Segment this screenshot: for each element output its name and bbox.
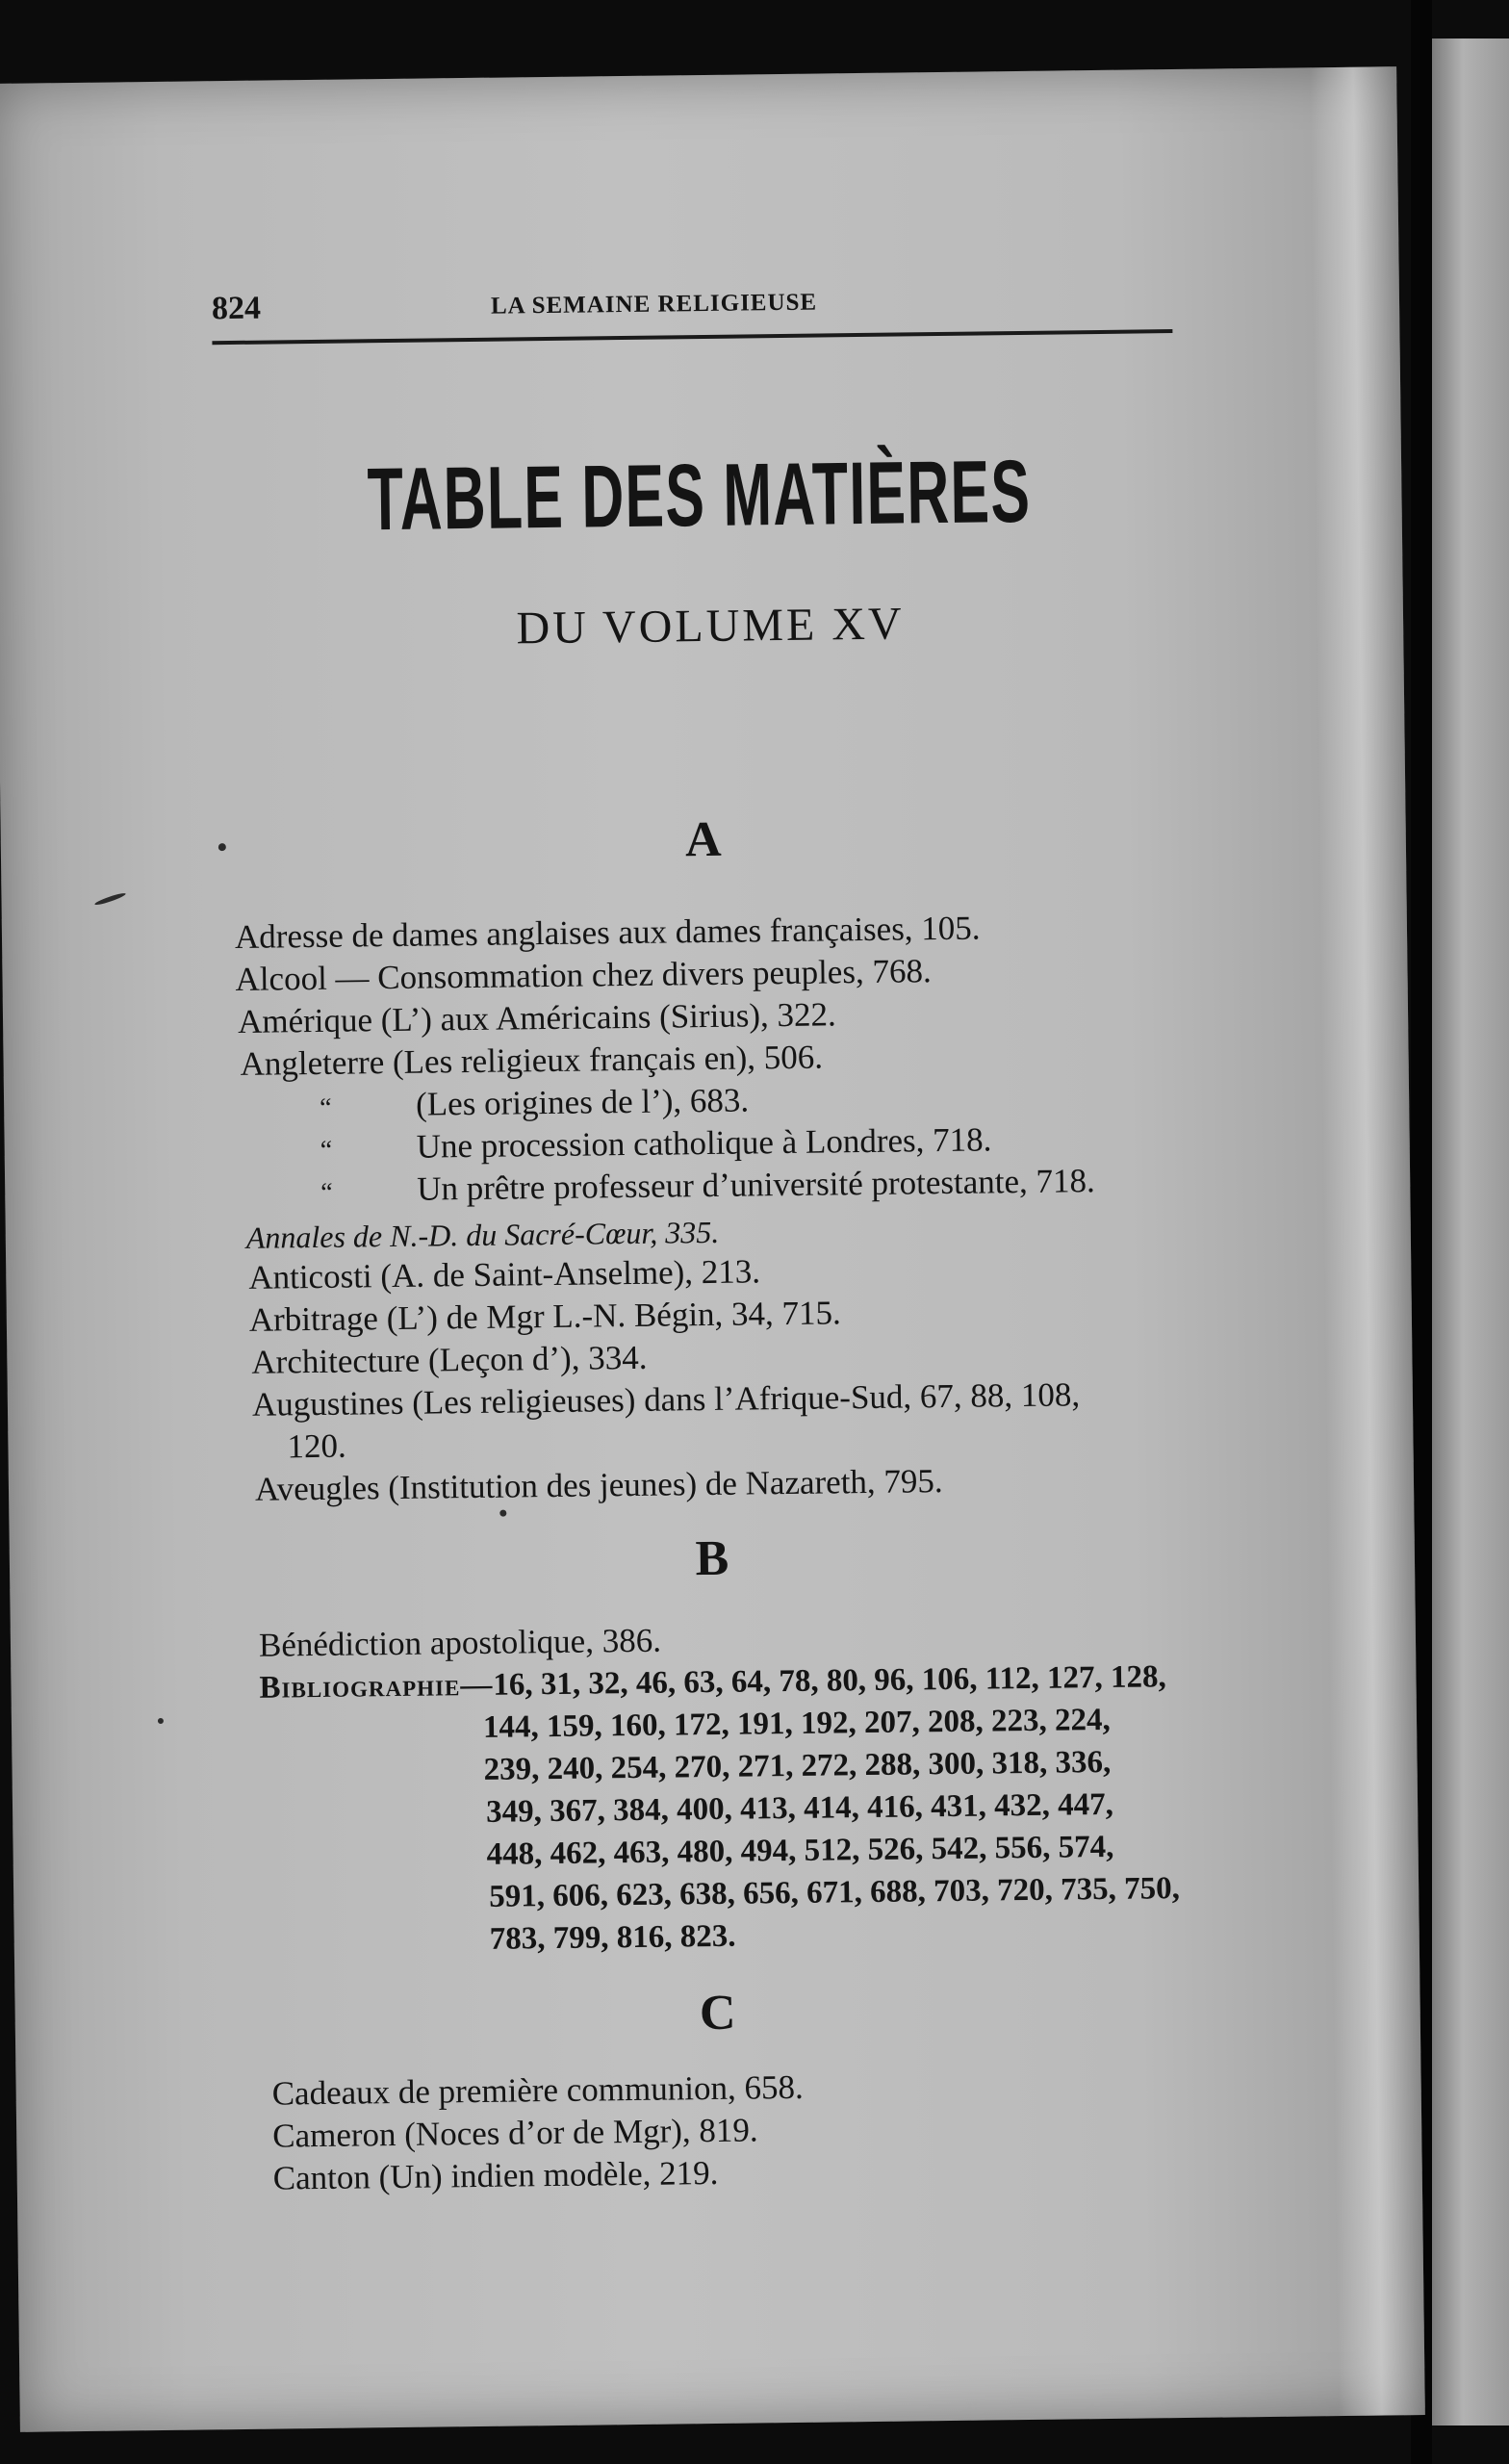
index-entry: Adresse de dames anglaises aux dames françaises, 105.	[234, 909, 981, 956]
index-entry-italic: Annales de N.-D. du Sacré-Cœur, 335.	[245, 1214, 720, 1255]
scan-speck	[218, 843, 226, 851]
section-letter-c: C	[699, 1985, 736, 2041]
ditto-mark: “	[320, 1177, 333, 1208]
index-entry-text: Une procession catholique à Londres, 718.	[416, 1120, 992, 1166]
bibliographie-pages: 239, 240, 254, 270, 271, 272, 288, 300, 318, 336,	[483, 1744, 1112, 1787]
running-head-title: LA SEMAINE RELIGIEUSE	[490, 289, 818, 320]
bibliographie-pages: 448, 462, 463, 480, 494, 512, 526, 542, 556, 574,	[486, 1829, 1114, 1872]
ditto-mark: “	[319, 1092, 332, 1123]
bibliographie-pages: 349, 367, 384, 400, 413, 414, 416, 431, 432, 447,	[485, 1786, 1114, 1830]
index-entry: Cadeaux de première communion, 658.	[271, 2067, 804, 2113]
index-entry: Angleterre (Les religieux français en), 506.	[240, 1038, 824, 1083]
bibliographie-pages: 591, 606, 623, 638, 656, 671, 688, 703, 720, 735, 750,	[488, 1871, 1181, 1914]
adjacent-page-edge	[1432, 38, 1509, 2426]
page-subtitle: DU VOLUME XV	[516, 598, 905, 654]
index-entry: Canton (Un) indien modèle, 219.	[272, 2153, 719, 2197]
bibliographie-pages: 783, 799, 816, 823.	[489, 1918, 736, 1957]
index-entry: Aveugles (Institution des jeunes) de Nazareth, 795.	[254, 1462, 943, 1508]
index-entry-text: Un prêtre professeur d’université protestante, 718.	[416, 1162, 1096, 1208]
page-number: 824	[211, 290, 262, 327]
section-letter-b: B	[695, 1530, 729, 1587]
bibliographie-pages: 16, 31, 32, 46, 63, 64, 78, 80, 96, 106, 112, 127, 128,	[493, 1659, 1166, 1703]
index-entry: Arbitrage (L’) de Mgr L.-N. Bégin, 34, 715.	[248, 1294, 842, 1339]
index-entry: Bénédiction apostolique, 386.	[258, 1621, 662, 1664]
ditto-mark: “	[320, 1135, 333, 1166]
scan-speck	[158, 1718, 164, 1724]
index-entry: Anticosti (A. de Saint-Anselme), 213.	[248, 1252, 761, 1296]
index-entry: Architecture (Leçon d’), 334.	[251, 1338, 648, 1381]
index-entry: Augustines (Les religieuses) dans l’Afrique-Sud, 67, 88, 108,	[251, 1375, 1081, 1424]
index-entry-ditto	[320, 1160, 1095, 1215]
scan-speck	[499, 1510, 506, 1517]
index-entry-continuation: 120.	[287, 1426, 346, 1466]
page-content	[0, 66, 1425, 2432]
index-entry-text: (Les origines de l’), 683.	[415, 1081, 750, 1123]
index-entry: Amérique (L’) aux Américains (Sirius), 322.	[237, 995, 837, 1040]
bibliographie-label: Bibliographie—	[259, 1667, 494, 1706]
index-entry: Cameron (Noces d’or de Mgr), 819.	[271, 2111, 758, 2155]
bibliographie-pages: 144, 159, 160, 172, 191, 192, 207, 208, 223, 224,	[482, 1702, 1111, 1745]
scan-speck	[94, 891, 127, 907]
index-entry: Alcool — Consommation chez divers peuples, 768.	[235, 952, 932, 998]
section-letter-a: A	[684, 811, 722, 868]
book-page	[0, 66, 1425, 2432]
page-title: TABLE DES MATIÈRES	[367, 442, 1032, 550]
